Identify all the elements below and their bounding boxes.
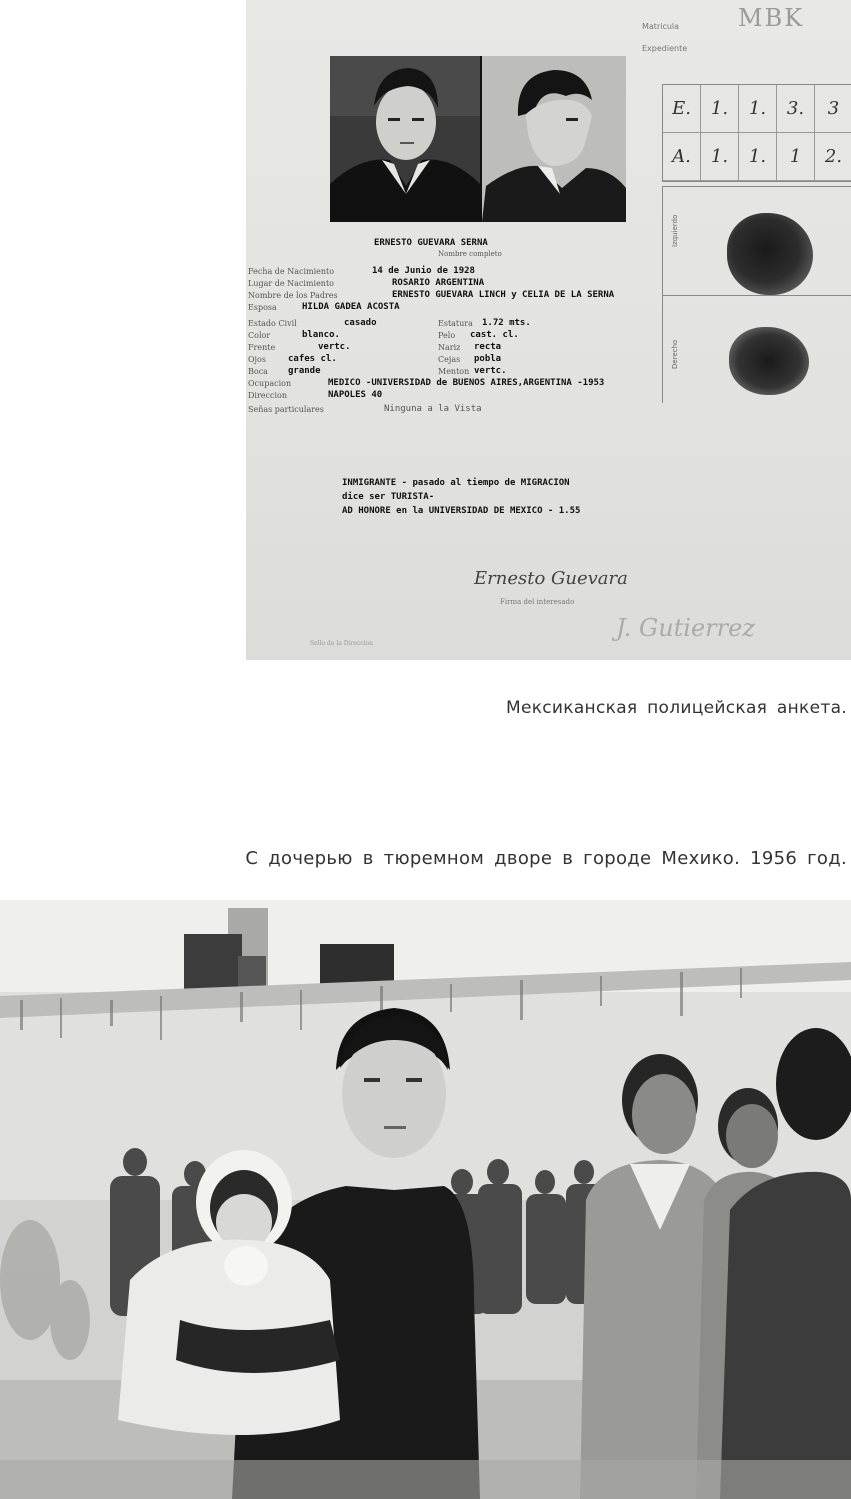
note-line: dice ser TURISTA- <box>342 492 435 502</box>
mugshot-profile-photo <box>482 56 626 222</box>
note-line: AD HONORE en la UNIVERSIDAD DE MEXICO - 1.55 <box>342 506 581 516</box>
field-label: Ojos <box>248 355 266 364</box>
field-label: Boca <box>248 367 268 376</box>
signature-interested-label: Firma del interesado <box>500 598 575 606</box>
field-value: 1.72 mts. <box>482 318 531 328</box>
field-value: NAPOLES 40 <box>328 390 383 400</box>
field-label: Color <box>248 331 271 340</box>
grid-row-2 <box>663 133 851 181</box>
field-value: blanco. <box>302 330 340 340</box>
field-value: vertc. <box>318 342 351 352</box>
field-label: Lugar de Nacimiento <box>248 279 334 288</box>
yard-caption: С дочерью в тюремном дворе в городе Мехико. 1956 год. <box>245 848 847 869</box>
handwritten-code: MBK <box>738 4 805 32</box>
fingerprint-divider <box>663 295 851 296</box>
grid-cell: 1. <box>739 133 777 181</box>
fingerprint-left <box>727 213 813 295</box>
field-value: ERNESTO GUEVARA LINCH y CELIA DE LA SERNA <box>392 290 615 300</box>
field-label: Cejas <box>438 355 461 364</box>
field-label: Esposa <box>248 303 277 312</box>
grid-row-1 <box>663 85 851 133</box>
grid-cell: 2. <box>815 133 851 181</box>
prison-yard-illustration <box>0 900 851 1499</box>
grid-cell: 1 <box>777 133 815 181</box>
field-value: casado <box>344 318 377 328</box>
card-footnote: Sello de la Direccion <box>310 640 373 647</box>
mugshot-photos <box>330 56 626 222</box>
matricula-label: Matricula <box>642 22 680 31</box>
grid-cell: 3. <box>777 85 815 133</box>
mugshot-front-photo <box>330 56 480 222</box>
field-label: Direccion <box>248 391 288 400</box>
field-value: pobla <box>474 354 502 364</box>
grid-cell: A. <box>663 133 701 181</box>
field-label: Nombre de los Padres <box>248 291 338 300</box>
field-label: Señas particulares <box>248 405 324 414</box>
prison-yard-photo <box>0 900 851 1499</box>
expediente-label: Expediente <box>642 44 688 53</box>
signature-interested: Ernesto Guevara <box>474 568 628 589</box>
police-record-card <box>246 0 851 660</box>
field-value: cast. cl. <box>470 330 519 340</box>
full-name-label: Nombre completo <box>438 250 502 258</box>
field-value: cafes cl. <box>288 354 337 364</box>
grid-cell: 1. <box>701 133 739 181</box>
signature-official: J. Gutierrez <box>616 614 755 642</box>
field-value: ROSARIO ARGENTINA <box>392 278 485 288</box>
fingerprint-right <box>729 327 809 395</box>
note-line: INMIGRANTE - pasado al tiempo de MIGRACION <box>342 478 570 488</box>
grid-cell: 1. <box>739 85 777 133</box>
fingerprint-panel <box>662 186 851 403</box>
fingerprint-label-right: Derecho <box>671 339 679 369</box>
field-label: Estado Civil <box>248 319 297 328</box>
immigrant-notes <box>342 476 580 518</box>
field-value: Ninguna a la Vista <box>384 404 482 414</box>
field-label: Estatura <box>438 319 473 328</box>
field-value: MEDICO -UNIVERSIDAD de BUENOS AIRES,ARGENTINA -1953 <box>328 378 605 388</box>
fingerprint-label-left: Izquierdo <box>671 214 679 247</box>
field-value: grande <box>288 366 321 376</box>
grid-cell: E. <box>663 85 701 133</box>
field-value: 14 de Junio de 1928 <box>372 266 475 276</box>
field-label: Ocupacion <box>248 379 292 388</box>
field-label: Pelo <box>438 331 456 340</box>
field-label: Nariz <box>438 343 461 352</box>
field-label: Frente <box>248 343 276 352</box>
grid-cell: 3 <box>815 85 851 133</box>
field-label: Fecha de Nacimiento <box>248 267 335 276</box>
field-label: Menton <box>438 367 470 376</box>
card-caption: Мексиканская полицейская анкета. <box>505 698 847 718</box>
field-value: HILDA GADEA ACOSTA <box>302 302 400 312</box>
field-value: recta <box>474 342 502 352</box>
classification-grid <box>662 84 851 182</box>
grid-cell: 1. <box>701 85 739 133</box>
full-name: ERNESTO GUEVARA SERNA <box>374 238 488 248</box>
field-value: vertc. <box>474 366 507 376</box>
